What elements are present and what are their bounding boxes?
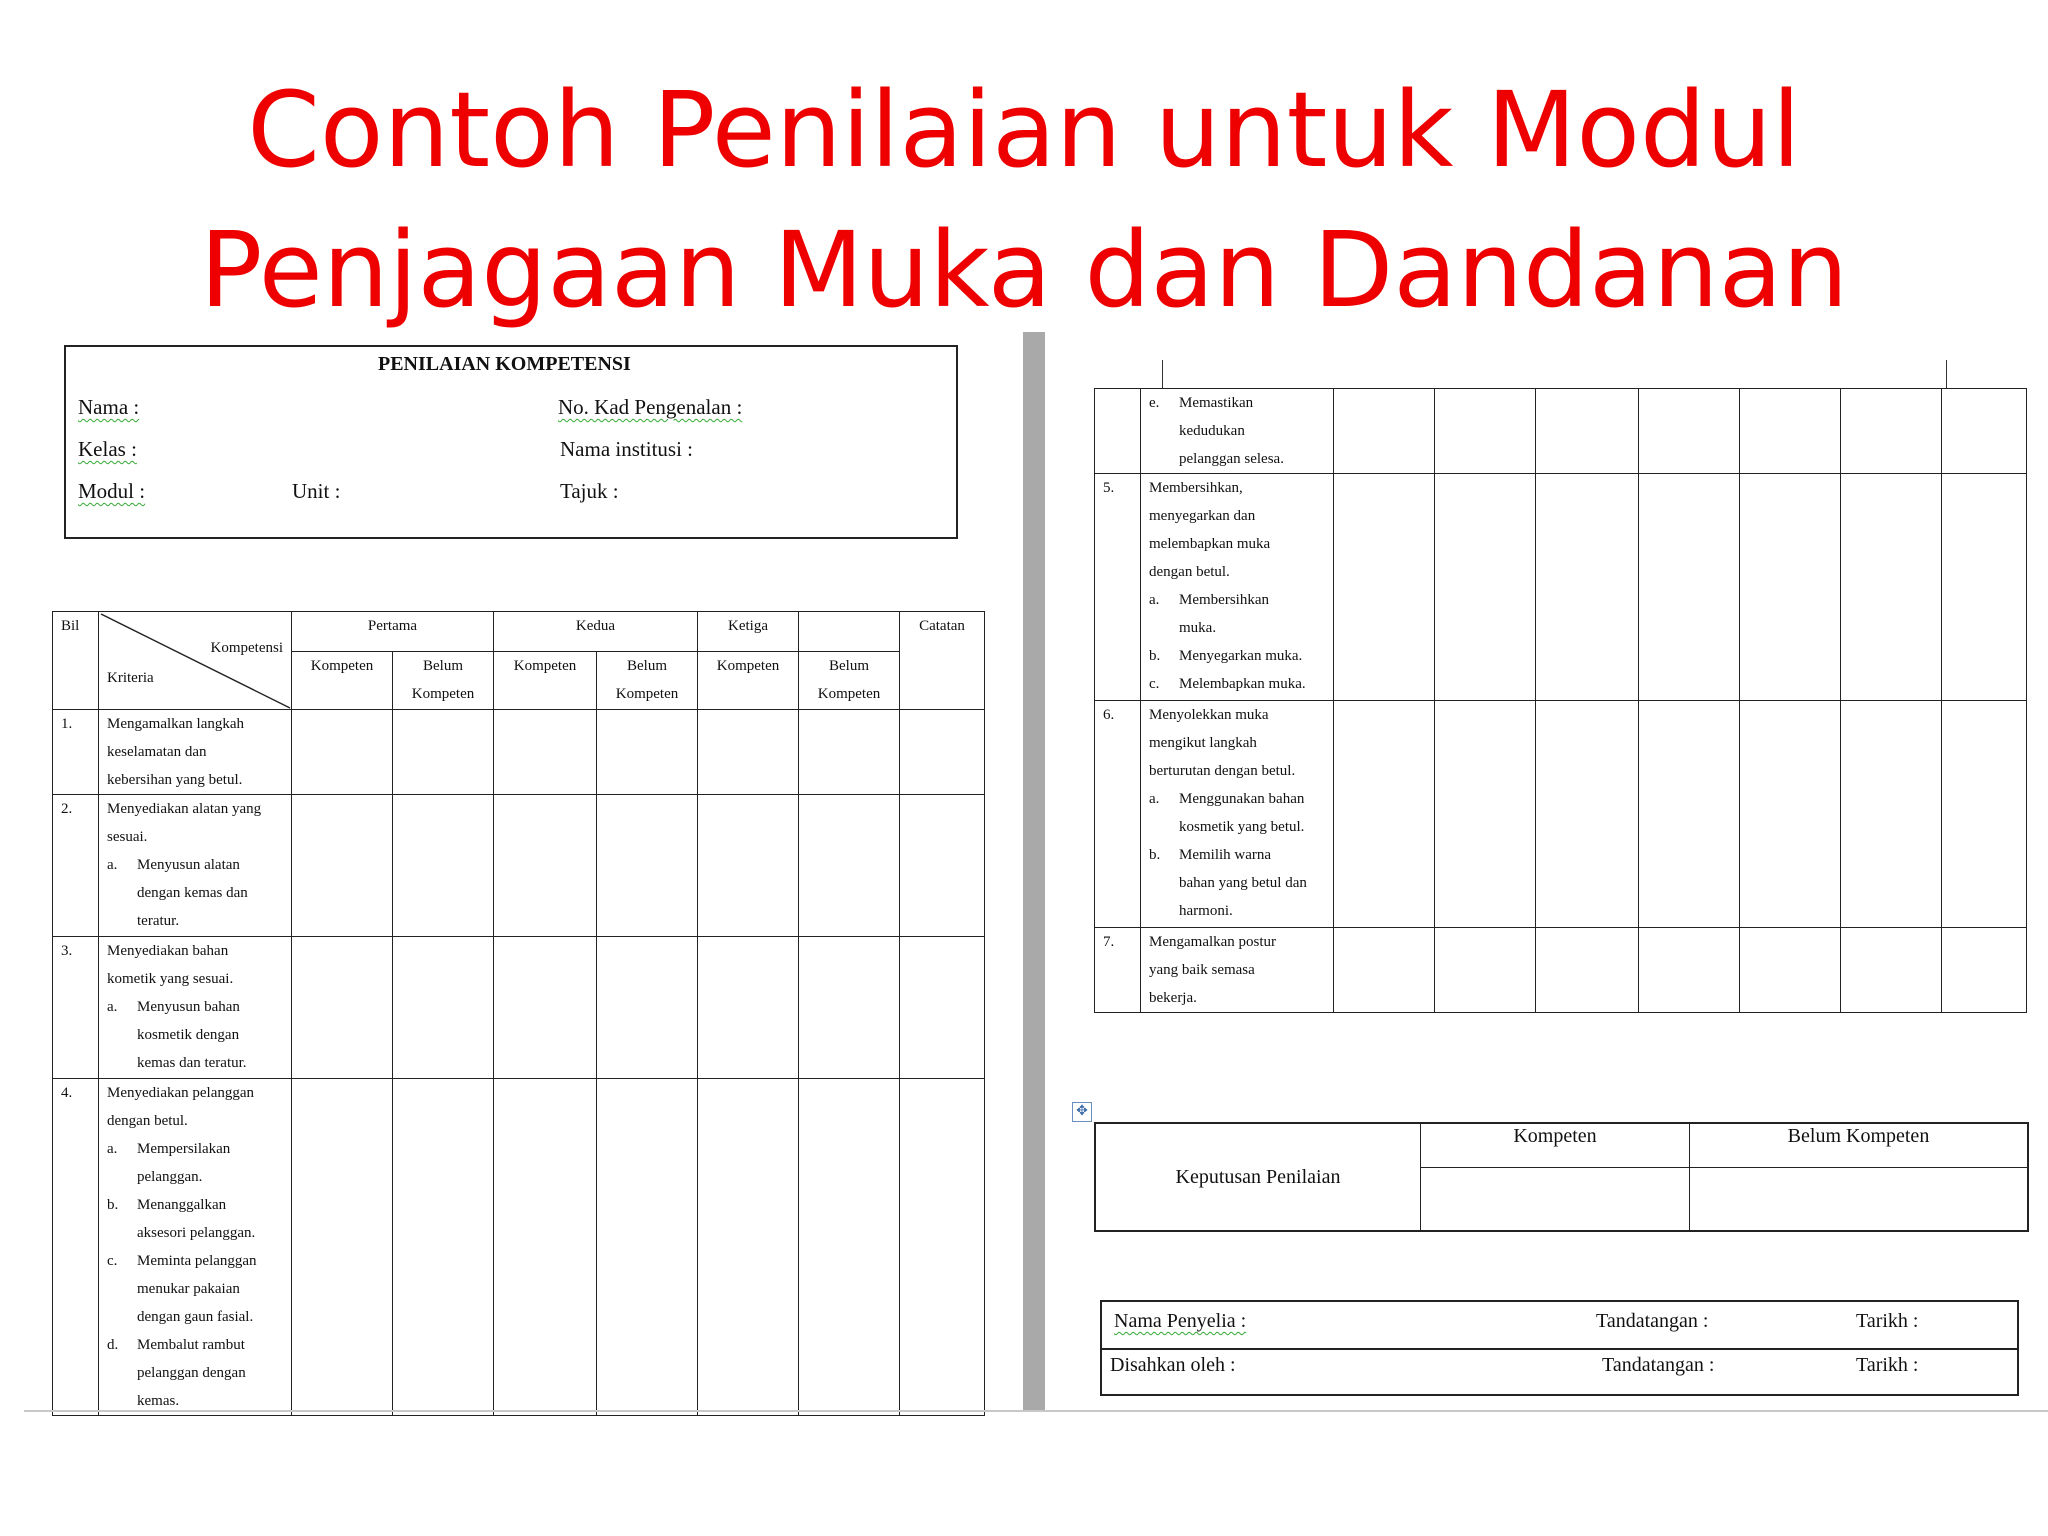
sub-criteria-text (1179, 670, 1306, 698)
rating-cell[interactable] (1536, 701, 1639, 928)
rating-cell[interactable] (1942, 474, 2027, 701)
criteria-line: dengan betul. (1149, 564, 1230, 580)
criteria-text (1141, 474, 1334, 701)
sub-criteria-line: bahan yang betul dan (1179, 875, 1307, 891)
rating-cell[interactable] (1435, 928, 1536, 1013)
kompeten-col-3: Kompeten (698, 652, 799, 710)
rating-cell[interactable] (1334, 389, 1435, 474)
sub-criteria-line: muka. (1179, 620, 1217, 636)
rating-cell[interactable] (393, 1079, 494, 1416)
rating-cell[interactable] (698, 795, 799, 937)
rating-cell[interactable] (1334, 474, 1435, 701)
sub-criteria-line: dengan gaun fasial. (137, 1309, 254, 1325)
signature-divider (1102, 1348, 2017, 1350)
criteria-row (53, 795, 985, 937)
sub-criteria-text (137, 851, 248, 935)
sub-criteria (1149, 642, 1333, 670)
criteria-text (99, 937, 292, 1079)
sub-criteria-letter: a. (1149, 791, 1160, 807)
rating-cell[interactable] (597, 710, 698, 795)
kriteria-label: Kriteria (107, 670, 154, 686)
sub-criteria-text (137, 993, 247, 1077)
sub-criteria (107, 1135, 291, 1191)
rating-cell[interactable] (1435, 474, 1536, 701)
criteria-number: 1. (53, 710, 99, 795)
rating-cell[interactable] (393, 710, 494, 795)
sub-criteria (1149, 670, 1333, 698)
criteria-line: dengan betul. (107, 1113, 188, 1129)
rating-cell[interactable] (1740, 928, 1841, 1013)
criteria-number: 4. (53, 1079, 99, 1416)
sub-criteria-line: menukar pakaian (137, 1281, 240, 1297)
sub-criteria-text (1179, 389, 1284, 473)
rating-cell[interactable] (900, 710, 985, 795)
tandatangan-label-1: Tandatangan : (1596, 1310, 1709, 1332)
signature-box (1100, 1300, 2019, 1396)
no-kad-text: No. Kad Pengenalan : (558, 395, 743, 419)
rating-cell[interactable] (292, 937, 393, 1079)
rating-cell[interactable] (393, 795, 494, 937)
criteria-line: mengikut langkah (1149, 735, 1257, 751)
penyelia-text: Nama Penyelia : (1114, 1310, 1247, 1332)
rating-cell[interactable] (597, 795, 698, 937)
rating-cell[interactable] (597, 937, 698, 1079)
rating-cell[interactable] (1334, 928, 1435, 1013)
rating-cell[interactable] (799, 795, 900, 937)
ketiga-header-ext (799, 612, 900, 652)
sub-criteria-line: Memastikan (1179, 395, 1254, 411)
criteria-row (53, 937, 985, 1079)
sub-criteria-line: Membalut rambut (137, 1337, 245, 1353)
sub-criteria (107, 1247, 291, 1331)
rating-cell[interactable] (1841, 928, 1942, 1013)
kompeten-box[interactable] (1421, 1167, 1690, 1231)
criteria-line: Menyediakan bahan (107, 943, 229, 959)
rating-cell[interactable] (1841, 474, 1942, 701)
rating-cell[interactable] (494, 1079, 597, 1416)
sub-criteria-line: kemas dan teratur. (137, 1055, 247, 1071)
sub-criteria-line: pelanggan dengan (137, 1365, 246, 1381)
rating-cell[interactable] (1841, 701, 1942, 928)
criteria-line: kebersihan yang betul. (107, 772, 243, 788)
rating-cell[interactable] (292, 795, 393, 937)
rating-cell[interactable] (1841, 389, 1942, 474)
sub-criteria-letter: c. (1149, 676, 1160, 692)
sub-criteria-text (1179, 785, 1304, 841)
criteria-number: 5. (1095, 474, 1141, 701)
criteria-number (1095, 389, 1141, 474)
kedua-header: Kedua (494, 612, 698, 652)
sub-criteria (107, 1191, 291, 1247)
unit-label: Unit : (292, 479, 341, 503)
rating-cell[interactable] (1536, 389, 1639, 474)
sub-criteria-line: pelanggan. (137, 1169, 203, 1185)
rating-cell[interactable] (1639, 474, 1740, 701)
rating-cell[interactable] (1942, 928, 2027, 1013)
catatan-header: Catatan (900, 612, 985, 710)
kompeten-col-1: Kompeten (292, 652, 393, 710)
criteria-line: Menyediakan alatan yang (107, 801, 262, 817)
bil-header: Bil (53, 612, 99, 710)
sub-criteria-letter: b. (1149, 847, 1161, 863)
criteria-row (1095, 389, 2027, 474)
sub-criteria-text (1179, 841, 1307, 925)
sub-criteria-line: kemas. (137, 1393, 180, 1409)
sub-criteria-letter: d. (107, 1337, 119, 1353)
sub-criteria-text (137, 1331, 246, 1415)
sub-criteria-letter: e. (1149, 395, 1160, 411)
sub-criteria (1149, 389, 1333, 473)
sub-criteria-line: Menanggalkan (137, 1197, 227, 1213)
criteria-text (1141, 701, 1334, 928)
sub-criteria-letter: c. (107, 1253, 118, 1269)
tandatangan-label-2: Tandatangan : (1602, 1354, 1715, 1376)
criteria-row (1095, 474, 2027, 701)
form-heading: PENILAIAN KOMPETENSI (378, 353, 631, 375)
sub-criteria (1149, 785, 1333, 841)
page-bottom-rule (24, 1410, 2048, 1412)
sub-criteria-line: Menggunakan bahan (1179, 791, 1305, 807)
criteria-text (99, 795, 292, 937)
criteria-line: yang baik semasa (1149, 962, 1255, 978)
tajuk-label: Tajuk : (560, 479, 619, 503)
criteria-number: 2. (53, 795, 99, 937)
sub-criteria-text (137, 1135, 230, 1191)
rating-cell[interactable] (1639, 928, 1740, 1013)
criteria-line: berturutan dengan betul. (1149, 763, 1296, 779)
pertama-header: Pertama (292, 612, 494, 652)
sub-criteria (1149, 586, 1333, 642)
sub-criteria-line: harmoni. (1179, 903, 1233, 919)
kompeten-option: Kompeten (1421, 1123, 1690, 1167)
rating-cell[interactable] (900, 1079, 985, 1416)
ruler-tick (1162, 360, 1163, 388)
sub-criteria-letter: a. (1149, 592, 1160, 608)
rating-cell[interactable] (1639, 701, 1740, 928)
rating-cell[interactable] (1536, 474, 1639, 701)
penyelia-label (1114, 1310, 1246, 1333)
rating-cell[interactable] (494, 710, 597, 795)
criteria-line: Membersihkan, (1149, 480, 1243, 496)
rating-cell[interactable] (1740, 474, 1841, 701)
sub-criteria-text (1179, 642, 1302, 670)
rating-cell[interactable] (292, 1079, 393, 1416)
criteria-line: melembapkan muka (1149, 536, 1271, 552)
kompetensi-label: Kompetensi (210, 640, 283, 656)
sub-criteria-line: Melembapkan muka. (1179, 676, 1306, 692)
sub-criteria-line: aksesori pelanggan. (137, 1225, 256, 1241)
institusi-label: Nama institusi : (560, 437, 693, 461)
ketiga-header: Ketiga (698, 612, 799, 652)
keputusan-table (1094, 1122, 2029, 1232)
sub-criteria-line: kosmetik yang betul. (1179, 819, 1305, 835)
rating-cell[interactable] (597, 1079, 698, 1416)
criteria-line: Mengamalkan postur (1149, 934, 1277, 950)
criteria-line: Mengamalkan langkah (107, 716, 245, 732)
belum-kompeten-option: Belum Kompeten (1690, 1123, 2029, 1167)
rating-cell[interactable] (1942, 389, 2027, 474)
criteria-row (1095, 701, 2027, 928)
sub-criteria (107, 1331, 291, 1415)
sub-criteria-line: Menyegarkan muka. (1179, 648, 1303, 664)
identity-box (64, 345, 958, 539)
rating-cell[interactable] (698, 1079, 799, 1416)
rating-cell[interactable] (1740, 701, 1841, 928)
criteria-number: 6. (1095, 701, 1141, 928)
sub-criteria-text (137, 1247, 257, 1331)
sub-criteria-line: kedudukan (1179, 423, 1245, 439)
sub-criteria-text (137, 1191, 255, 1247)
assessment-table-left (52, 611, 985, 1416)
criteria-row (1095, 928, 2027, 1013)
ruler-tick (1946, 360, 1947, 388)
criteria-line: keselamatan dan (107, 744, 207, 760)
sub-criteria-line: Memilih warna (1179, 847, 1272, 863)
sub-criteria-line: Meminta pelanggan (137, 1253, 257, 1269)
rating-cell[interactable] (494, 795, 597, 937)
sub-criteria (107, 993, 291, 1077)
criteria-line: bekerja. (1149, 990, 1197, 1006)
criteria-line: menyegarkan dan (1149, 508, 1256, 524)
criteria-number: 7. (1095, 928, 1141, 1013)
tarikh-label-1: Tarikh : (1856, 1310, 1919, 1332)
rating-cell[interactable] (698, 937, 799, 1079)
criteria-line: kometik yang sesuai. (107, 971, 234, 987)
sub-criteria-line: Membersihkan (1179, 592, 1269, 608)
nama-label: Nama : (78, 395, 140, 419)
criteria-text (1141, 928, 1334, 1013)
rating-cell[interactable] (1942, 701, 2027, 928)
kriteria-kompetensi-header (99, 612, 292, 710)
rating-cell[interactable] (900, 795, 985, 937)
sub-criteria-letter: a. (107, 999, 118, 1015)
rating-cell[interactable] (799, 710, 900, 795)
page-divider (1023, 332, 1045, 1410)
criteria-row (53, 1079, 985, 1416)
criteria-line: sesuai. (107, 829, 148, 845)
belum-kompeten-box[interactable] (1690, 1167, 2029, 1231)
sub-criteria-line: Menyusun alatan (137, 857, 240, 873)
criteria-text (99, 710, 292, 795)
criteria-line: Menyolekkan muka (1149, 707, 1269, 723)
kelas-label: Kelas : (78, 437, 137, 461)
criteria-line: Menyediakan pelanggan (107, 1085, 255, 1101)
sub-criteria (1149, 841, 1333, 925)
rating-cell[interactable] (799, 937, 900, 1079)
keputusan-label: Keputusan Penilaian (1095, 1123, 1421, 1231)
rating-cell[interactable] (1639, 389, 1740, 474)
sub-criteria-line: teratur. (137, 913, 180, 929)
sub-criteria (107, 851, 291, 935)
belum-kompeten-col-1: Belum Kompeten (393, 652, 494, 710)
tarikh-label-2: Tarikh : (1856, 1354, 1919, 1376)
sub-criteria-line: kosmetik dengan (137, 1027, 240, 1043)
kompeten-col-2: Kompeten (494, 652, 597, 710)
no-kad-label (558, 395, 742, 420)
criteria-text (99, 1079, 292, 1416)
rating-cell[interactable] (494, 937, 597, 1079)
rating-cell[interactable] (900, 937, 985, 1079)
rating-cell[interactable] (393, 937, 494, 1079)
rating-cell[interactable] (1435, 389, 1536, 474)
sub-criteria-letter: a. (107, 1141, 118, 1157)
disahkan-label: Disahkan oleh : (1110, 1354, 1236, 1376)
rating-cell[interactable] (1536, 928, 1639, 1013)
table-move-handle-icon[interactable]: ✥ (1072, 1102, 1092, 1122)
assessment-table-right (1094, 388, 2027, 1013)
belum-kompeten-col-3: Belum Kompeten (799, 652, 900, 710)
belum-kompeten-col-2: Belum Kompeten (597, 652, 698, 710)
rating-cell[interactable] (799, 1079, 900, 1416)
criteria-row (53, 710, 985, 795)
sub-criteria-letter: b. (1149, 648, 1161, 664)
modul-label: Modul : (78, 479, 146, 503)
sub-criteria-line: pelanggan selesa. (1179, 451, 1284, 467)
rating-cell[interactable] (1435, 701, 1536, 928)
slide-title-line-1: Contoh Penilaian untuk Modul (247, 69, 1801, 191)
sub-criteria-line: dengan kemas dan (137, 885, 248, 901)
slide-title-line-2: Penjagaan Muka dan Dandanan (199, 209, 1849, 331)
sub-criteria-text (1179, 586, 1269, 642)
sub-criteria-line: Mempersilakan (137, 1141, 231, 1157)
sub-criteria-letter: b. (107, 1197, 119, 1213)
sub-criteria-letter: a. (107, 857, 118, 873)
criteria-number: 3. (53, 937, 99, 1079)
rating-cell[interactable] (1334, 701, 1435, 928)
rating-cell[interactable] (1740, 389, 1841, 474)
criteria-text (1141, 389, 1334, 474)
rating-cell[interactable] (292, 710, 393, 795)
sub-criteria-line: Menyusun bahan (137, 999, 240, 1015)
rating-cell[interactable] (698, 710, 799, 795)
